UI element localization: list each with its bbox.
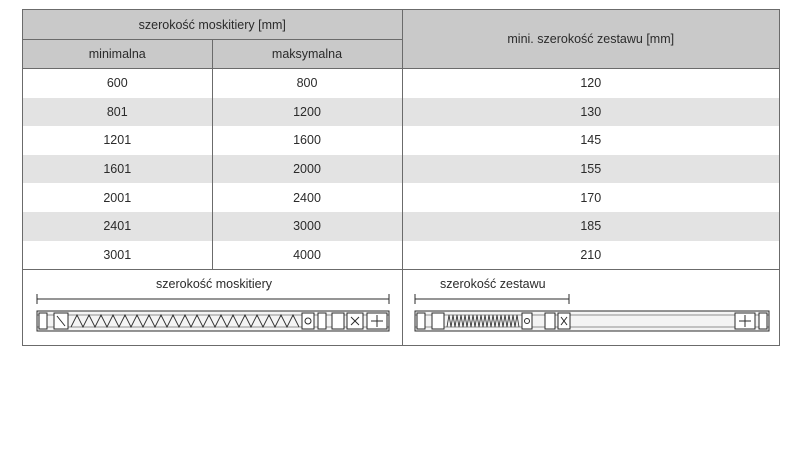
set-width-label: szerokość zestawu — [440, 277, 546, 291]
cell-min: 2401 — [23, 212, 212, 241]
screen-width-label: szerokość moskitiery — [156, 277, 272, 291]
cell-min: 801 — [23, 98, 212, 127]
pleated-screen-full-icon — [37, 294, 389, 331]
cell-max: 2000 — [212, 155, 402, 184]
table-header-top — [23, 10, 779, 40]
header-min-set-width: mini. szerokość zestawu [mm] — [402, 10, 779, 69]
cell-set: 185 — [402, 212, 779, 241]
width-spec-table — [23, 10, 779, 270]
cell-max: 3000 — [212, 212, 402, 241]
cell-min: 1601 — [23, 155, 212, 184]
cell-set: 130 — [402, 98, 779, 127]
group-header-screen-width: szerokość moskitiery [mm] — [23, 10, 402, 40]
cell-max: 1600 — [212, 126, 402, 155]
table-row — [23, 212, 779, 241]
cell-set: 155 — [402, 155, 779, 184]
pleated-screen-folded-icon — [415, 294, 769, 331]
header-minimum: minimalna — [23, 40, 212, 69]
table-row — [23, 183, 779, 212]
table-row — [23, 241, 779, 270]
cell-min: 1201 — [23, 126, 212, 155]
cell-set: 145 — [580, 133, 602, 148]
cell-set: 120 — [580, 76, 602, 91]
table-row — [23, 155, 779, 184]
cell-min: 600 — [23, 69, 212, 98]
diagram-drawings — [23, 267, 779, 345]
diagram-area — [23, 267, 779, 345]
spec-document — [22, 9, 780, 346]
cell-min: 2001 — [23, 183, 212, 212]
cell-max: 2400 — [212, 183, 402, 212]
table-row — [23, 69, 779, 98]
cell-set: 170 — [580, 190, 602, 205]
cell-max: 4000 — [212, 241, 402, 270]
cell-max: 1200 — [212, 98, 402, 127]
cell-min: 3001 — [23, 241, 212, 270]
table-row — [23, 98, 779, 127]
header-maximum: maksymalna — [212, 40, 402, 69]
table-row — [23, 126, 779, 155]
cell-set: 210 — [402, 241, 779, 270]
cell-max: 800 — [212, 69, 402, 98]
